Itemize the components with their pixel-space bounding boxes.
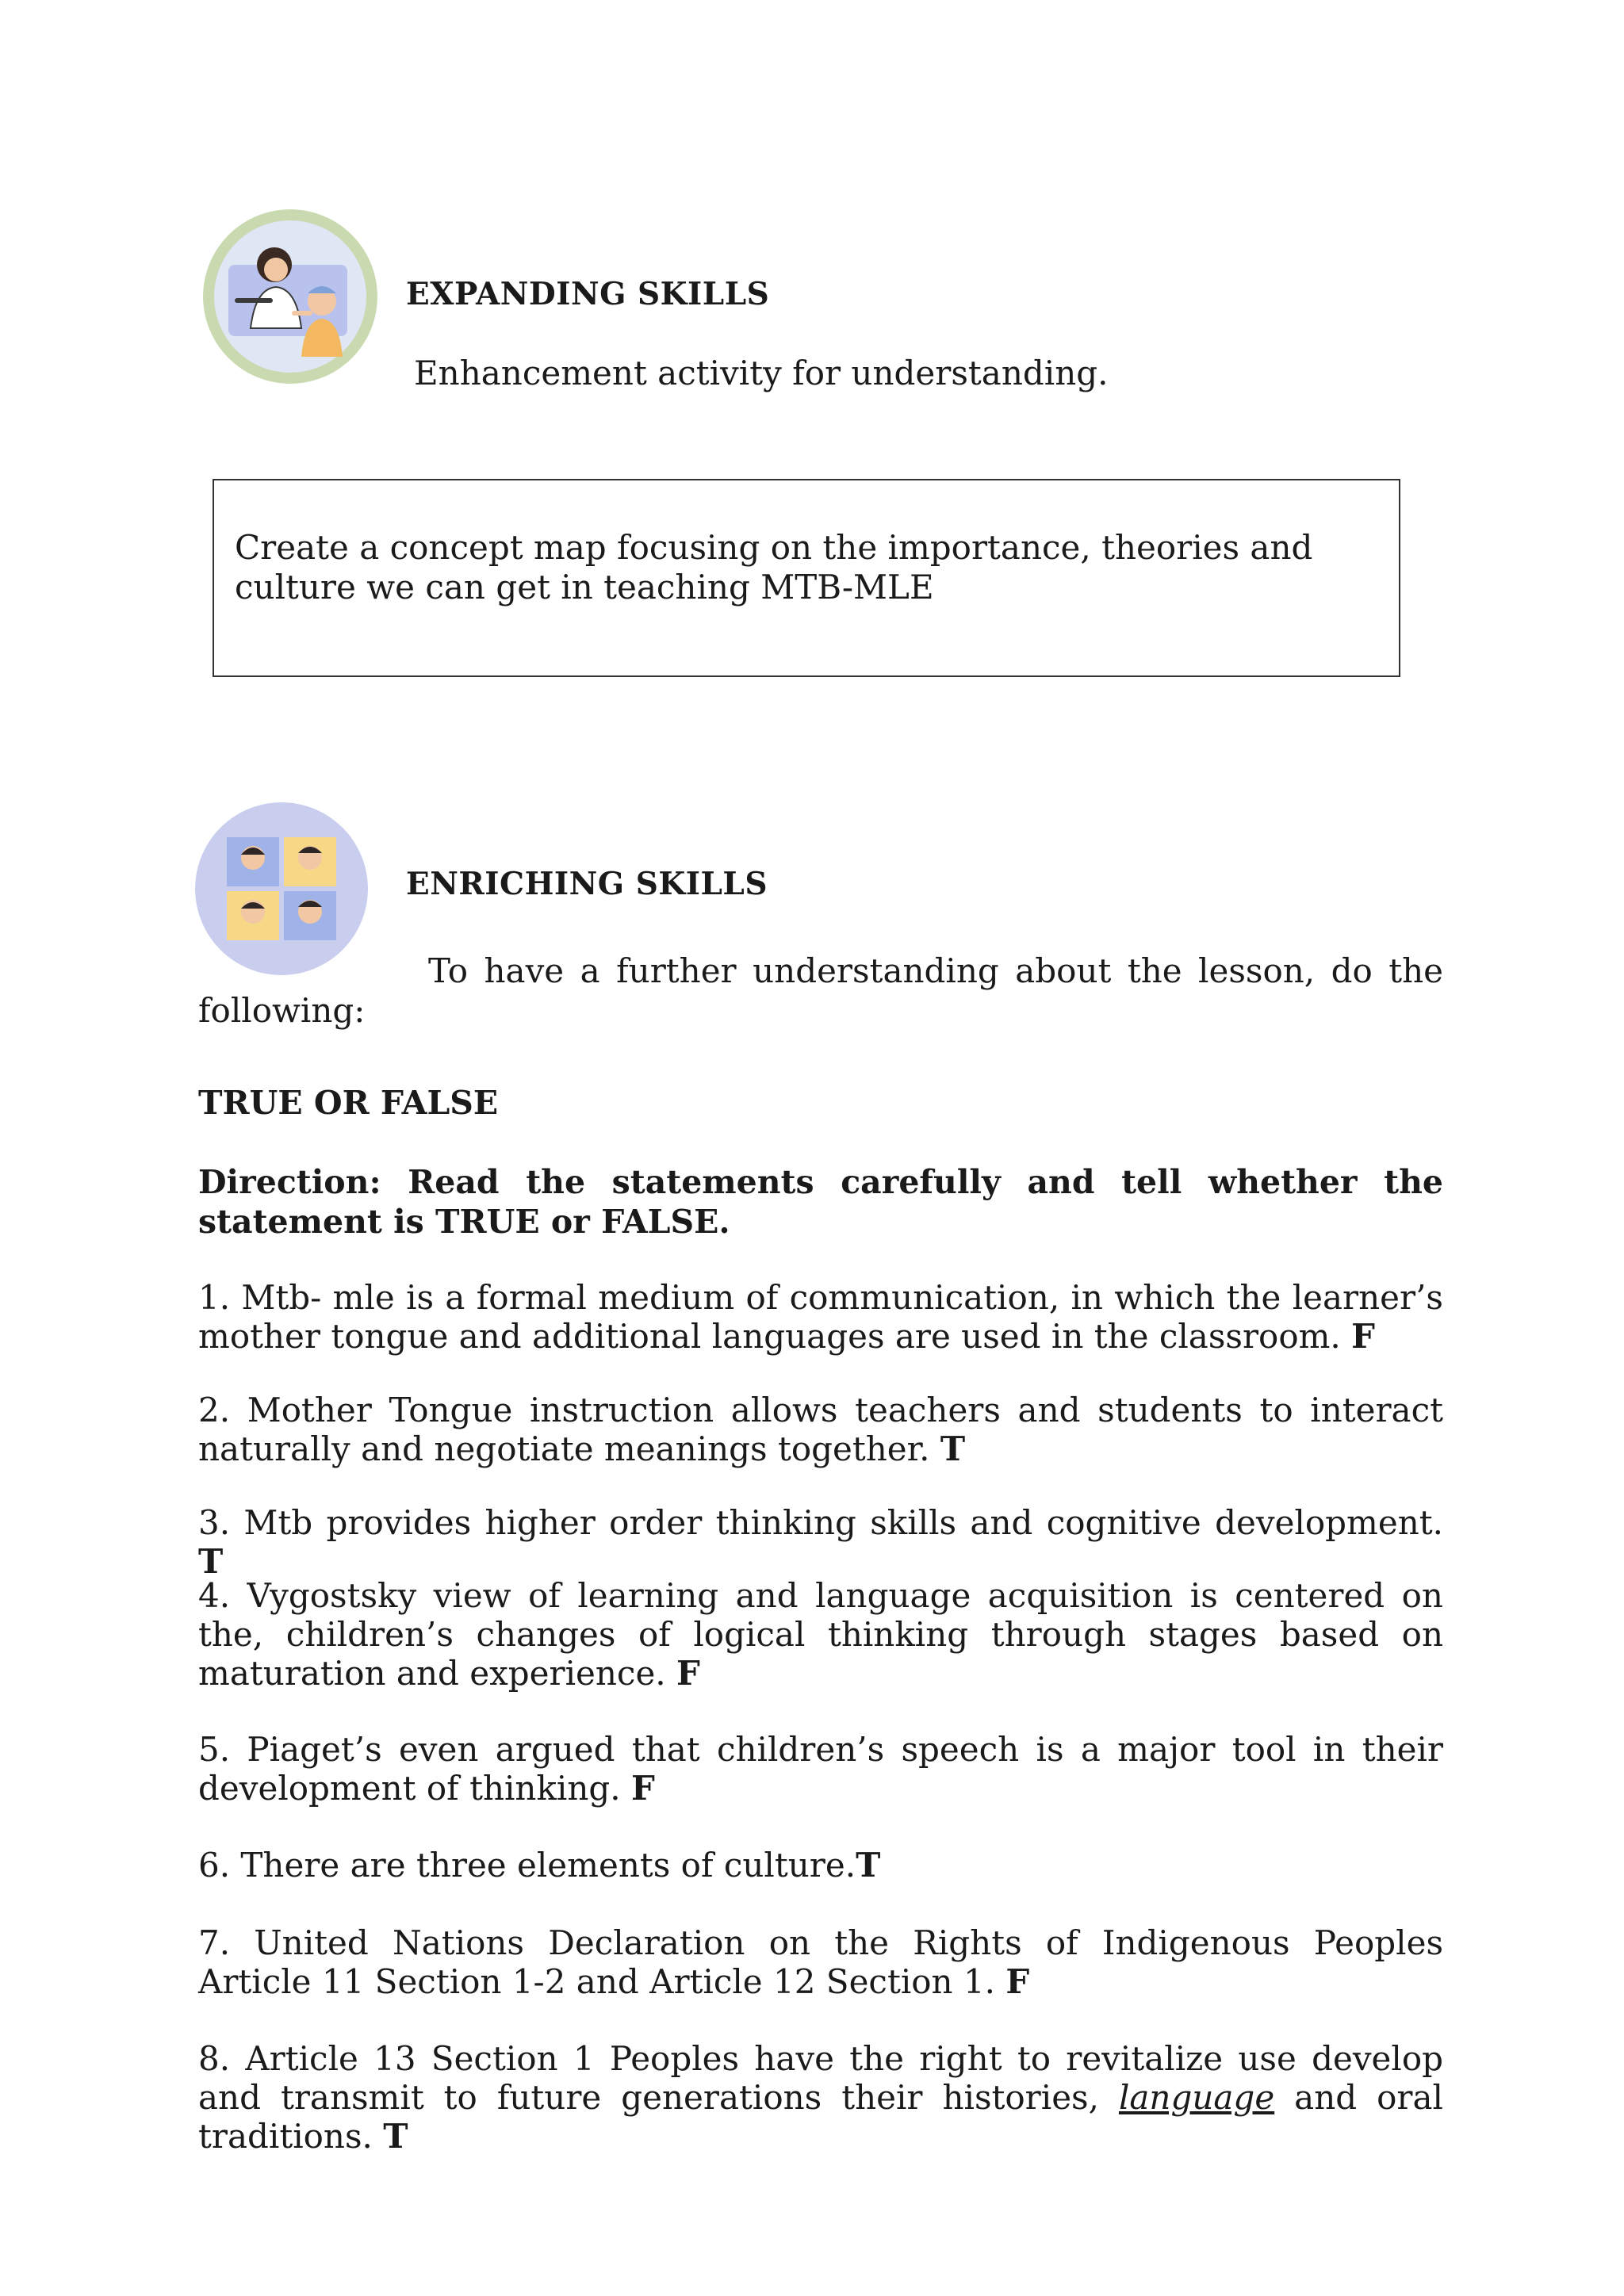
quiz-item xyxy=(198,1846,1443,1885)
quiz-item-text: 6. There are three elements of culture. xyxy=(198,1846,856,1885)
quiz-item-text: 4. Vygostsky view of learning and language acquisition is centered on the, children’s changes of logical thinking through stages based on maturation and experience. xyxy=(198,1576,1443,1693)
quiz-item-text: 7. United Nations Declaration on the Rights of Indigenous Peoples Article 11 Section 1-2 and Article 12 Section 1. xyxy=(198,1923,1443,2001)
quiz-item-answer: F xyxy=(676,1654,700,1693)
quiz-item-answer: F xyxy=(631,1769,655,1808)
quiz-item-text: 8. Article 13 Section 1 Peoples have the right to revitalize use develop and transmit to future generations their histories, xyxy=(198,2039,1443,2117)
quiz-item-text-after: and oral traditions. xyxy=(198,2078,1443,2156)
teacher-student-icon xyxy=(203,209,377,384)
expanding-skills-title: EXPANDING SKILLS xyxy=(406,276,770,312)
quiz-item xyxy=(198,1923,1443,2001)
quiz-item xyxy=(198,2039,1443,2156)
quiz-item-answer: T xyxy=(383,2117,408,2156)
quiz-item xyxy=(198,1391,1443,1468)
expanding-skills-subtitle: Enhancement activity for understanding. xyxy=(414,354,1109,392)
enriching-intro: To have a further understanding about the lesson, do the following: xyxy=(198,951,1443,1030)
quiz-item-answer: F xyxy=(1351,1317,1375,1356)
quiz-item xyxy=(198,1278,1443,1356)
quiz-item-text: 1. Mtb- mle is a formal medium of communication, in which the learner’s mother tongue and additional languages are used in the classroom. xyxy=(198,1278,1443,1356)
task-text: Create a concept map focusing on the importance, theories and culture we can get in teaching MTB-MLE xyxy=(235,528,1313,607)
quiz-item-answer: T xyxy=(940,1429,966,1468)
video-call-group-icon xyxy=(195,802,368,975)
quiz-item xyxy=(198,1730,1443,1808)
task-box xyxy=(213,479,1400,677)
quiz-direction: Direction: Read the statements carefully and tell whether the statement is TRUE or FALSE. xyxy=(198,1163,1443,1241)
quiz-item-text: 5. Piaget’s even argued that children’s speech is a major tool in their development of thinking. xyxy=(198,1730,1443,1808)
quiz-item-emphasis: language xyxy=(1118,2078,1275,2117)
quiz-item xyxy=(198,1576,1443,1693)
quiz-item-answer: F xyxy=(1005,1962,1030,2001)
quiz-item-answer: T xyxy=(198,1542,224,1581)
quiz-item-text: 2. Mother Tongue instruction allows teachers and students to interact naturally and negotiate meanings together. xyxy=(198,1391,1443,1468)
quiz-heading: TRUE OR FALSE xyxy=(198,1084,499,1122)
quiz-item xyxy=(198,1503,1443,1581)
enriching-skills-title: ENRICHING SKILLS xyxy=(406,866,768,902)
quiz-item-text: 3. Mtb provides higher order thinking skills and cognitive development. xyxy=(198,1503,1443,1542)
quiz-item-answer: T xyxy=(856,1846,881,1885)
